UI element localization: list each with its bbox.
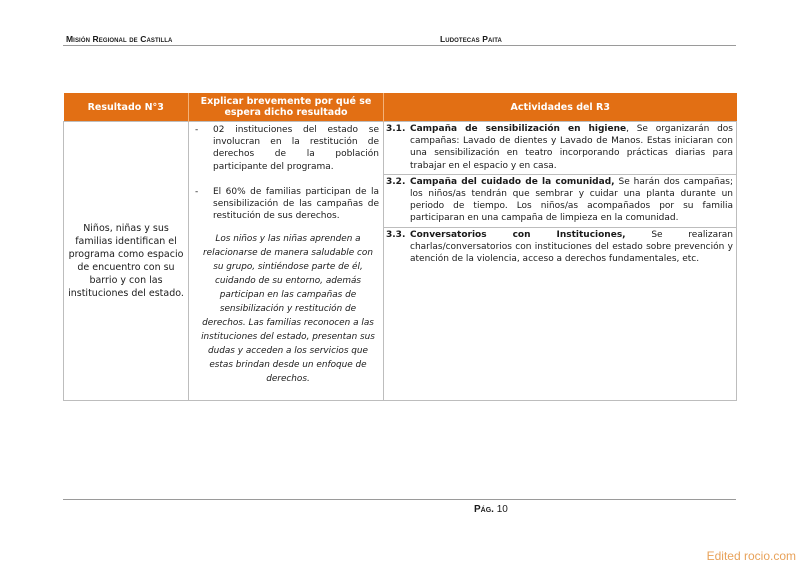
page-number-value: 10 xyxy=(496,504,508,515)
column-header-activities: Actividades del R3 xyxy=(384,93,737,122)
activity-description: Se harán dos campañas; los niños/as tendrán que sembrar y cuidar una planta durante un periodo de tiempo. Los niños/as acompañados por su familia participaran en una campaña de limpieza en la comunidad. xyxy=(410,176,733,224)
page-label: Pág. xyxy=(474,504,494,515)
results-table xyxy=(63,93,737,401)
document-header-organization: Misión Regional de Castilla xyxy=(66,34,173,44)
column-header-explanation: Explicar brevemente por qué se espera dicho resultado xyxy=(189,93,384,122)
activity-number: 3.3. xyxy=(386,229,406,240)
table-header-row xyxy=(64,93,737,122)
bullet-text: 02 instituciones del estado se involucran en la restitución de derechos de la población participante del programa. xyxy=(213,125,379,172)
watermark-text: Edited rocio.com xyxy=(706,549,796,563)
bullet-marker: - xyxy=(195,125,199,135)
bullet-marker: - xyxy=(195,186,199,197)
table-row xyxy=(64,122,737,401)
explanation-bullet xyxy=(189,184,383,223)
activities-cell xyxy=(384,122,737,401)
activity-number: 3.2. xyxy=(386,176,406,187)
explanation-bullet xyxy=(189,122,383,173)
expected-outcome-text: Los niños y las niñas aprenden a relacionarse de manera saludable con su grupo, sintiéndose parte de él, cuidando de su entorno, además participan en las campañas de sensibilización y restitución de derechos. Las familias reconocen a las instituciones del estado, presentan sus dudas y acceden a los servicios que estas brindan desde un enfoque de derechos. xyxy=(201,234,375,385)
activity-description: , Se organizarán dos campañas: Lavado de dientes y Lavado de Manos. Estas iniciaran con una sensibilización en teatro incorporando prácticas diarias para trabajar en el espacio y en casa. xyxy=(410,124,733,171)
activity-number: 3.1. xyxy=(386,124,406,134)
activity-title: Conversatorios con Instituciones, xyxy=(410,229,626,240)
activity-description: Se realizaran charlas/conversatorios con instituciones del estado sobre prevención y atención de la violencia, acceso a derechos fundamentales, etc. xyxy=(410,229,733,265)
footer-divider xyxy=(63,499,736,500)
bullet-text: El 60% de familias participan de la sensibilización de las campañas de restitución de sus derechos. xyxy=(213,186,379,222)
document-header-project: Ludotecas Paita xyxy=(440,34,502,44)
activity-item xyxy=(384,122,736,175)
activity-item xyxy=(384,175,736,228)
activity-title: Campaña de sensibilización en higiene xyxy=(410,124,627,134)
result-cell: Niños, niñas y sus familias identifican el programa como espacio de encuentro con su barrio y con las instituciones del estado. xyxy=(64,122,189,401)
column-header-result: Resultado N°3 xyxy=(64,93,189,122)
explanation-cell xyxy=(189,122,384,401)
activity-item xyxy=(384,228,736,268)
activity-title: Campaña del cuidado de la comunidad, xyxy=(410,176,615,187)
header-divider xyxy=(63,45,736,46)
page-number xyxy=(474,504,508,515)
